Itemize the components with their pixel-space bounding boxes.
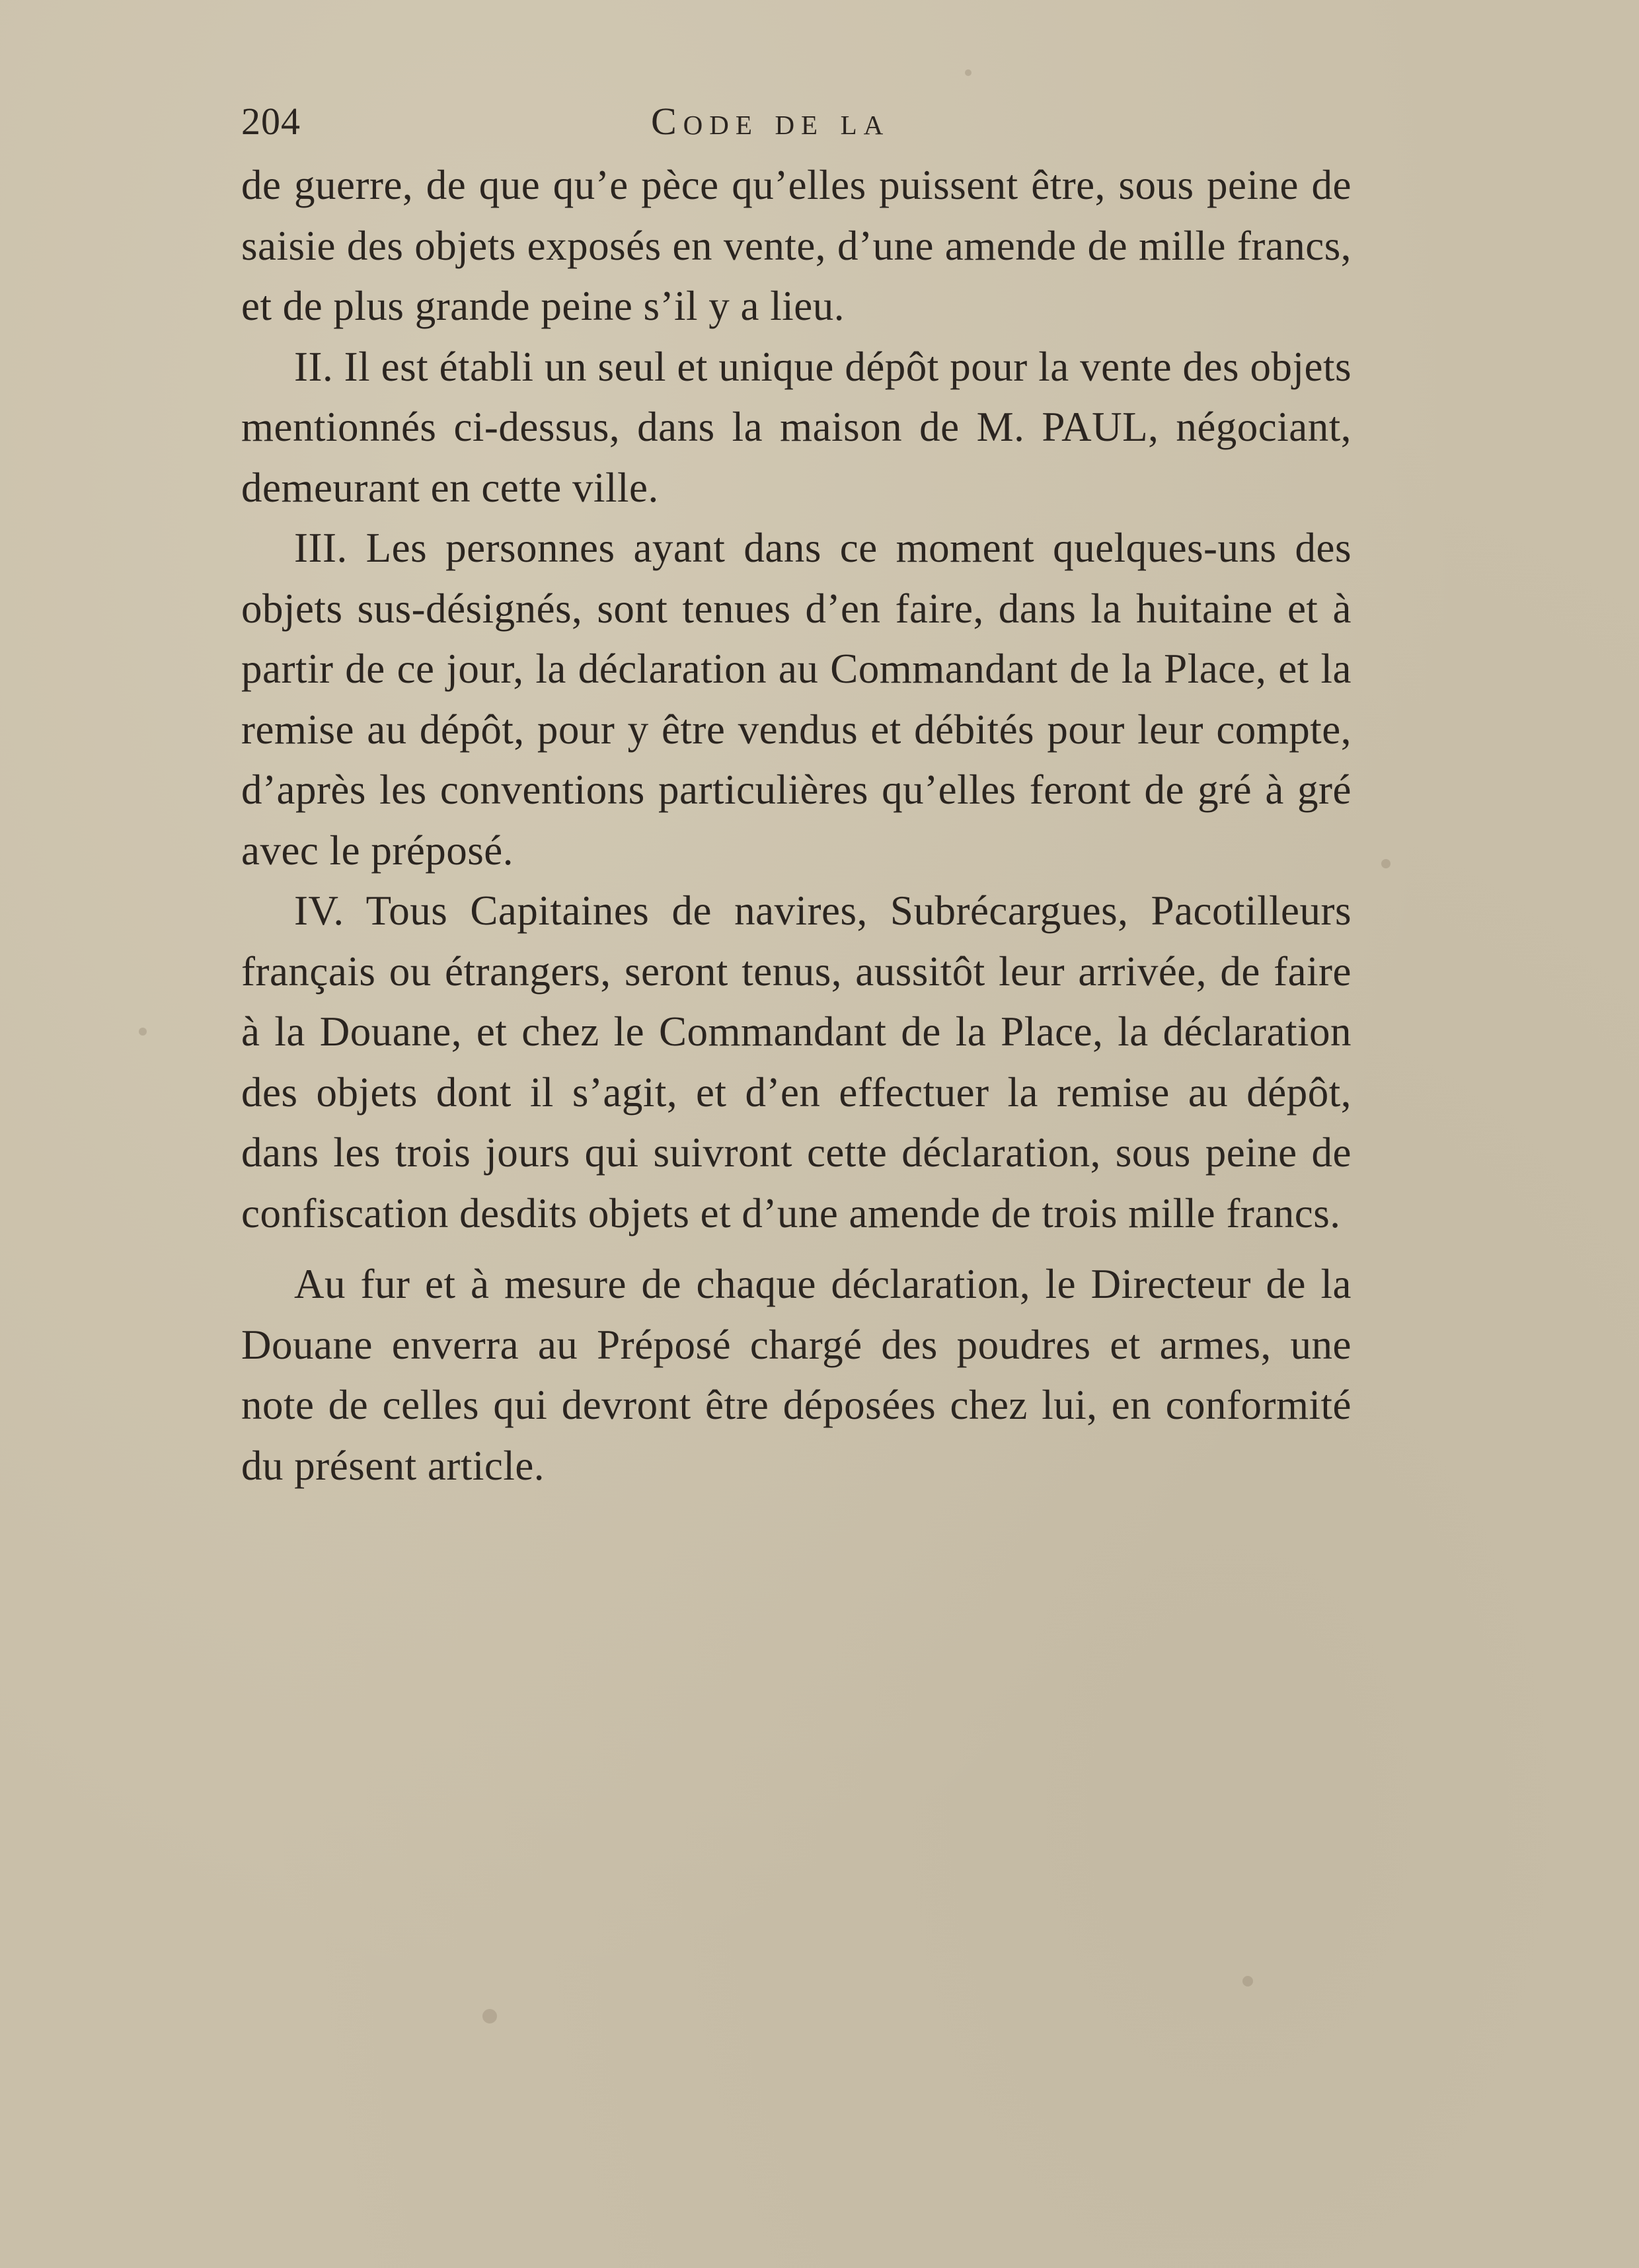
paper-speck bbox=[139, 1028, 147, 1036]
paper-speck bbox=[482, 2009, 497, 2023]
article-text bbox=[241, 155, 1352, 1496]
paragraph-closing: Au fur et à mesure de chaque déclaration, le Directeur de la Douane enverra au Préposé chargé des poudres et armes, une note de celles qui devront être déposées chez lui, en conformité du présent article. bbox=[241, 1261, 1352, 1489]
paragraph-article-3: III. Les personnes ayant dans ce moment quelques-uns des objets sus-désignés, sont tenues d’en faire, dans la huitaine et à partir de ce jour, la déclaration au Commandant de la Place, et la remise au dépôt, pour y être vendus et débités pour leur compte, d’après les conventions particulières qu’elles feront de gré à gré avec le préposé. bbox=[241, 525, 1352, 874]
paragraph-continuation: de guerre, de que qu’e pèce qu’elles puissent être, sous peine de saisie des objets exposés en vente, d’une amende de mille francs, et de plus grande peine s’il y a lieu. bbox=[241, 162, 1352, 329]
paragraph-article-4: IV. Tous Capitaines de navires, Subrécargues, Pacotilleurs français ou étrangers, seront tenus, aussitôt leur arrivée, de faire à la Douane, et chez le Commandant de la Place, la déclaration des objets dont il s’agit, et d’en effectuer la remise au dépôt, dans les trois jours qui suivront cette déclaration, sous peine de confiscation desdits objets et d’une amende de trois mille francs. bbox=[241, 888, 1352, 1236]
paper-speck bbox=[1242, 1976, 1253, 1986]
page-header bbox=[241, 99, 1352, 152]
paragraph-article-2: II. Il est établi un seul et unique dépôt pour la vente des objets mentionnés ci-dessus, dans la maison de M. PAUL, négociant, demeurant en cette ville. bbox=[241, 343, 1352, 511]
page-number: 204 bbox=[241, 100, 301, 143]
running-title: Code de la bbox=[651, 100, 890, 143]
paper-speck bbox=[1381, 859, 1391, 868]
paper-speck bbox=[965, 69, 972, 76]
